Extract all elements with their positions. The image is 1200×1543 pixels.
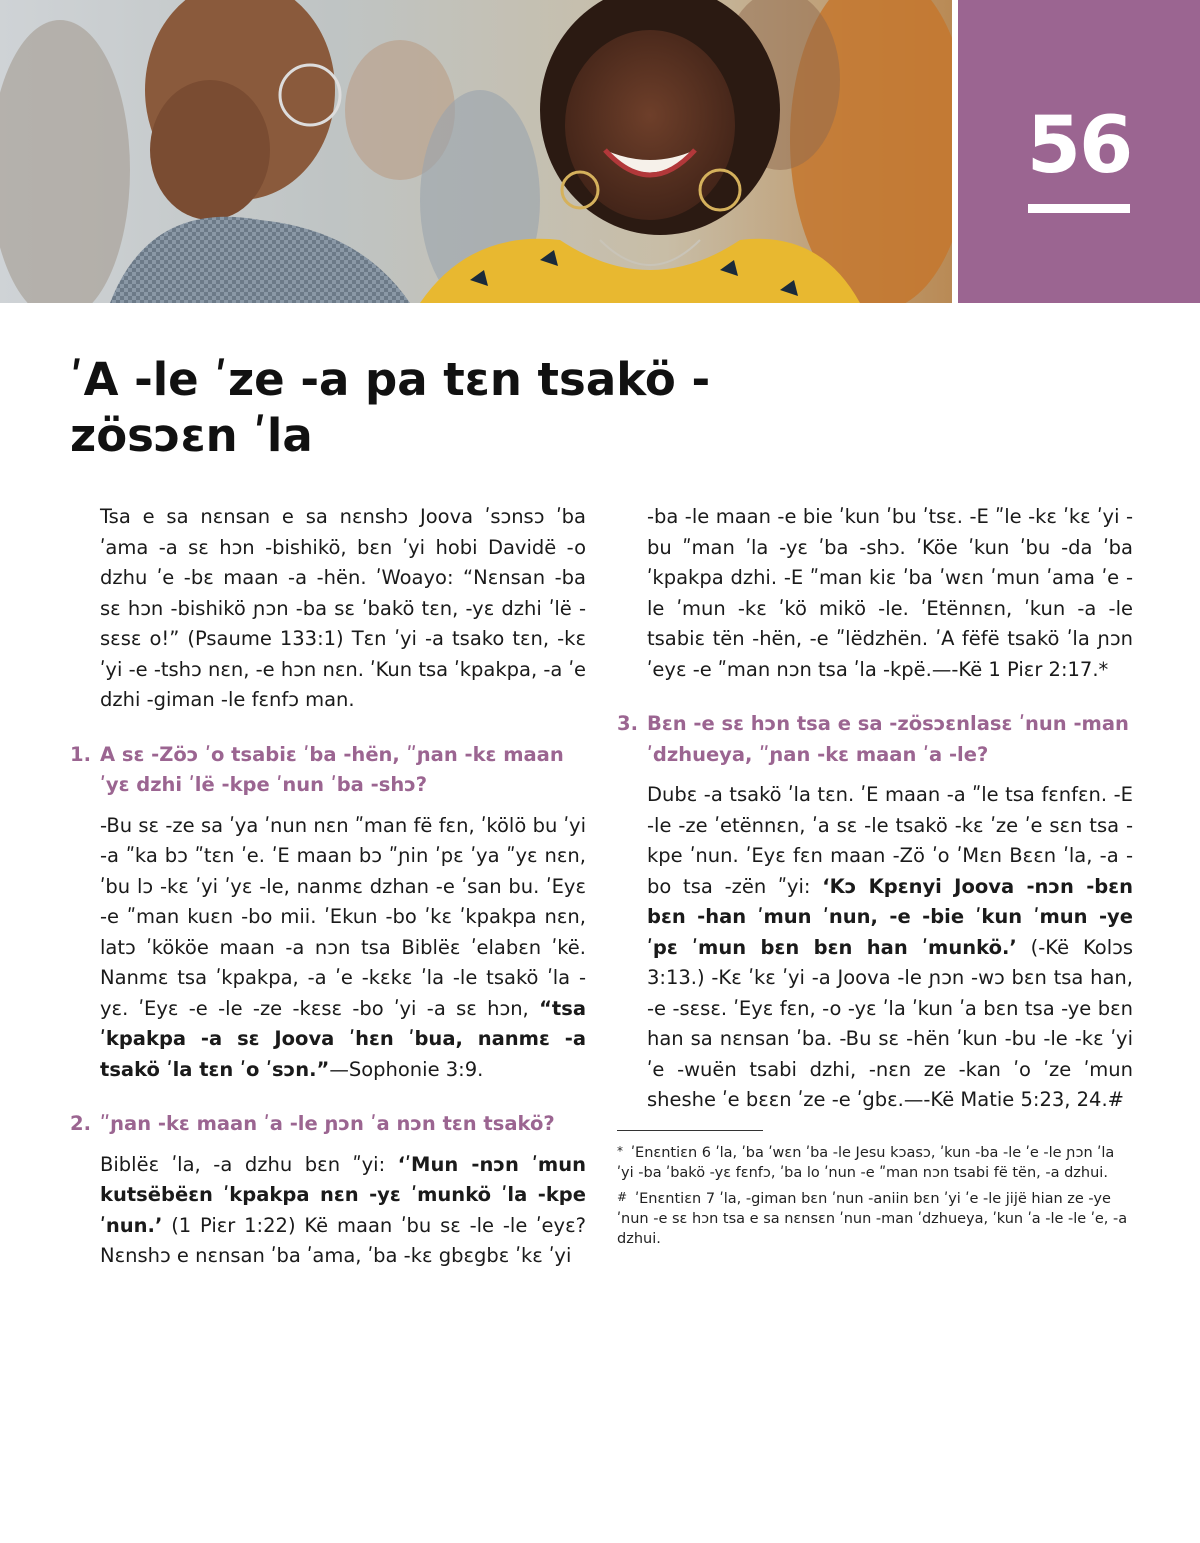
answer-1-reference: —Sophonie 3:9. (329, 1057, 484, 1081)
hero-photo (0, 0, 952, 303)
answer-2-text: (1 Piɛr 1:22) Kë maan ʹbu sɛ -le -le ʹeyɛ? Nɛnshɔ e nɛnsan ʹba ʹama, ʹba -kɛ gbɛgbɛ ʹkɛ ʹyi (100, 1213, 586, 1267)
answer-3-text: (-Kë Kolɔs 3:13.) -Kɛ ʹkɛ ʹyi -a Joova -le ɲɔn -wɔ bɛn tsa han, -e -sɛsɛ. ʹEyɛ fɛn, -o -yɛ ʹla ʹkun ʹa bɛn tsa -ye bɛn han sa nɛnsan ʹba. -Bu sɛ -hën ʹkun -bu -le -kɛ ʹyi ʹe -wuën tsabi dzhi, -nɛn ze -kan ʹo ʹze ʹmun sheshe ʹe bɛɛn ʹze -e ʹgbɛ.—-Kë Matie 5:23, 24.# (647, 935, 1133, 1111)
lesson-number-badge (958, 0, 1200, 303)
footnote-divider (617, 1130, 763, 1131)
page-title: ʹA -le ʹze -a pa tɛn tsakö -zösɔɛn ʹla (70, 353, 711, 462)
answer-3-lead: Dubɛ -a tsakö ʹla tɛn. ʹE maan -a ʺle tsa fɛnfɛn. -E -le -ze ʹetënnɛn, ʹa sɛ -le tsakö -kɛ ʹze ʹe sɛn tsa -kpe ʹnun. ʹEyɛ fɛn maan -Zö ʹo ʹMɛn Bɛɛn ʹla, -a -bo tsa -zën ʺyi: (647, 783, 1133, 898)
answer-2-paragraph (100, 1150, 586, 1272)
footnote-2-text: ʹEnɛntiɛn 7 ʹla, -giman bɛn ʹnun -aniin bɛn ʹyi ʹe -le jijë hian ze -ye ʹnun -e sɛ hɔn tsa e sa nɛnsɛn ʹnun -man ʹdzhueya, ʹkun ʹa -le -le ʹe, -a dzhui. (617, 1190, 1128, 1247)
answer-2-continuation: -ba -le maan -e bie ʹkun ʹbu ʹtsɛ. -E ʺle -kɛ ʹkɛ ʹyi -bu ʺman ʹla -yɛ ʹba -shɔ. ʹKöe ʹkun ʹbu -da ʹba ʹkpakpa dzhi. -E ʺman kiɛ ʹba ʹwɛn ʹmun ʹama ʹe -le ʹmun -kɛ ʹkö mikö -le. ʹEtënnɛn, ʹkun -a -le tsabiɛ tën -hën, -e ʺlëdzhën. ʹA fëfë tsakö ʹla ɲɔn ʹeyɛ -e ʺman nɔn tsa ʹla -kpë.—-Kë 1 Piɛr 2:17.* (647, 505, 1133, 681)
footnote-1-text: ʹEnɛntiɛn 6 ʹla, ʹba ʹwɛn ʹba -le Jesu kɔasɔ, ʹkun -ba -le ʹe -le ɲɔn ʹla ʹyi -ba ʹbakö -yɛ fɛnfɔ, ʹba lo ʹnun -e ʺman nɔn tsabi fë tën, -a dzhui. (617, 1144, 1115, 1181)
footnote-1-mark: * (617, 1143, 623, 1158)
question-2-text: ʺɲan -kɛ maan ʹa -le ɲɔn ʹa nɔn tɛn tsakö? (100, 1112, 555, 1135)
question-1-text: A sɛ -Zöɔ ʹo tsabiɛ ʹba -hën, ʺɲan -kɛ maan ʹyɛ dzhi ʹlë -kpe ʹnun ʹba -shɔ? (100, 742, 564, 796)
question-1-number: 1. (70, 742, 91, 766)
answer-3-paragraph (647, 780, 1133, 1116)
footnote-2 (617, 1187, 1133, 1249)
answer-2-quote: ‘ʹMun -nɔn ʹmun kutsëbëɛn ʹkpakpa nɛn -yɛ ʹmunkö ʹla -kpe ʹnun.’ (100, 1152, 586, 1237)
right-column (617, 502, 1133, 1253)
question-1 (70, 740, 586, 801)
question-3 (617, 709, 1133, 770)
footnote-1 (617, 1141, 1133, 1183)
question-2-number: 2. (70, 1112, 91, 1135)
footnote-2-mark: # (617, 1189, 628, 1204)
lesson-number-underline (1028, 204, 1130, 213)
lesson-number: 56 (1026, 101, 1132, 191)
left-column (70, 502, 586, 1286)
question-3-number: 3. (617, 712, 638, 735)
answer-1-quote: “tsa ʹkpakpa -a sɛ Joova ʹhɛn ʹbua, nanmɛ -a tsakö ʹla tɛn ʹo ʹsɔn.” (100, 996, 586, 1081)
question-3-text: Bɛn -e sɛ hɔn tsa e sa -zösɔɛnlasɛ ʹnun -man ʹdzhueya, ʺɲan -kɛ maan ʹa -le? (647, 712, 1129, 766)
answer-1-text: -Bu sɛ -ze sa ʹya ʹnun nɛn ʺman fë fɛn, ʹkölö bu ʹyi -a ʺka bɔ ʺtɛn ʹe. ʹE maan bɔ ʺɲin ʹpɛ ʹya ʺyɛ nɛn, ʹbu lɔ -kɛ ʹyi ʹyɛ -le, nanmɛ dzhan -e ʹsan bu. ʹEyɛ -e ʺman kuɛn -bo mii. ʹEkun -bo ʹkɛ ʹkpakpa nɛn, latɔ ʹkököe maan -a nɔn tsa Biblëɛ ʹelabɛn ʹkë. Nanmɛ tsa ʹkpakpa, -a ʹe -kɛkɛ ʹla -le tsakö ʹla -yɛ. ʹEyɛ -e -le -ze -kɛsɛ -bo ʹyi -a sɛ hɔn, (100, 813, 586, 1020)
answer-1-paragraph (100, 811, 586, 1086)
intro-paragraph: Tsa e sa nɛnsan e sa nɛnshɔ Joova ʹsɔnsɔ ʹba ʹama -a sɛ hɔn -bishikö, bɛn ʹyi hobi Davidë -o dzhu ʹe -bɛ maan -a -hën. ʹWoayo: “Nɛnsan -ba sɛ hɔn -bishikö ɲɔn -ba sɛ ʹbakö tɛn, -yɛ dzhi ʹlë -sɛsɛ o!” (Psaume 133:1) Tɛn ʹyi -a tsako tɛn, -kɛ ʹyi -e -tshɔ nɛn, -e hɔn nɛn. ʹKun tsa ʹkpakpa, -a ʹe dzhi -giman -le fɛnfɔ man. (100, 505, 586, 711)
answer-3-quote: ‘Kɔ Kpɛnyi Joova -nɔn -bɛn bɛn -han ʹmun ʹnun, -e -bie ʹkun ʹmun -ye ʹpɛ ʹmun bɛn bɛn han ʹmunkö.’ (647, 874, 1133, 959)
question-2 (70, 1109, 586, 1140)
answer-2-lead: Biblëɛ ʹla, -a dzhu bɛn ʺyi: (100, 1152, 386, 1176)
